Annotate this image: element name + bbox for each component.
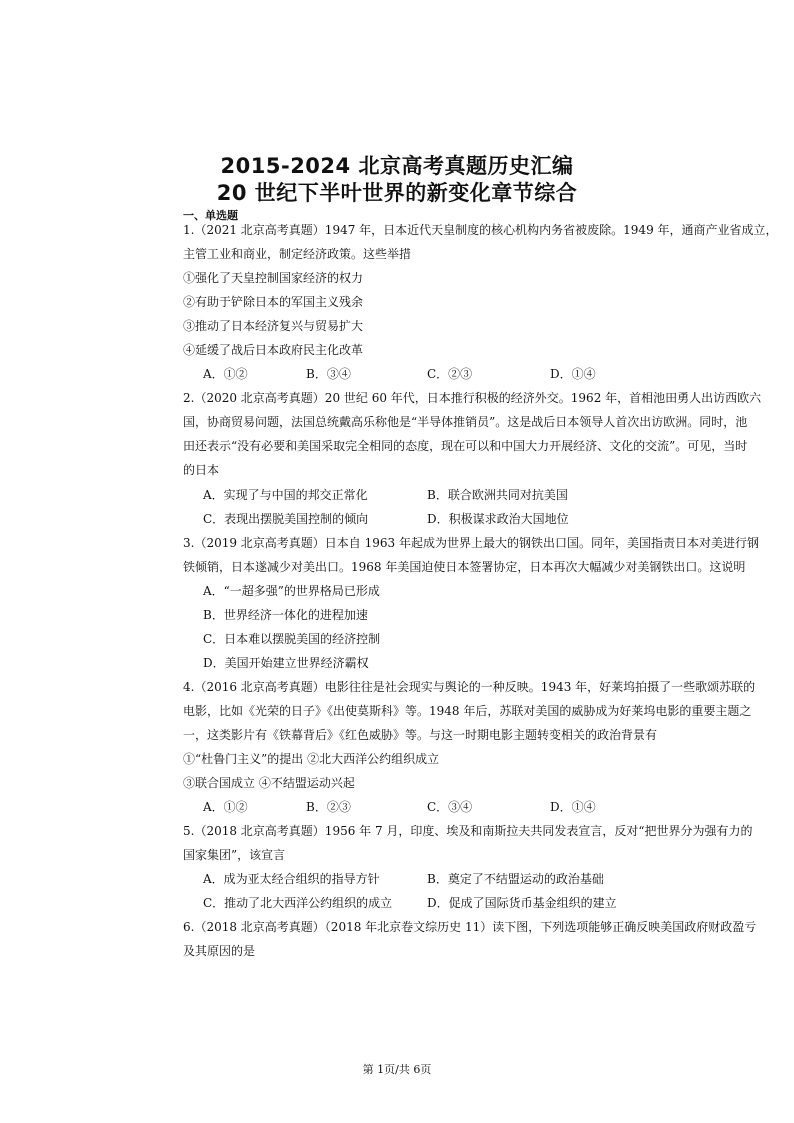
question-stem: 4.（2016 北京高考真题）电影往往是社会现实与舆论的一种反映。1943 年，好莱坞拍摄了一些歌颂苏联的	[183, 680, 756, 694]
option-b: B．联合欧洲共同对抗美国	[427, 488, 568, 502]
option-c: C．③④	[427, 800, 473, 814]
option-a: A．①②	[203, 800, 248, 814]
question-stem: 3.（2019 北京高考真题）日本自 1963 年起成为世界上最大的钢铁出口国。同年，美国指责日本对美进行钢	[183, 536, 759, 550]
question-stem: 国，协商贸易问题，法国总统戴高乐称他是“半导体推销员”。这是战后日本领导人首次出访欧洲。同时，池	[183, 415, 748, 429]
statement: ②有助于铲除日本的军国主义残余	[183, 295, 364, 309]
question-stem: 一，这类影片有《铁幕背后》《红色威胁》等。与这一时期电影主题转变相关的政治背景有	[183, 728, 658, 742]
option-a: A．实现了与中国的邦交正常化	[203, 488, 368, 502]
option-b: B．②③	[306, 800, 351, 814]
option-d: D．美国开始建立世界经济霸权	[203, 656, 369, 670]
option-b: B．世界经济一体化的进程加速	[203, 608, 368, 622]
question-stem: 2.（2020 北京高考真题）20 世纪 60 年代，日本推行积极的经济外交。1962 年，首相池田勇人出访西欧六	[183, 391, 762, 405]
question-stem: 6.（2018 北京高考真题）（2018 年北京卷文综历史 11）读下图，下列选项能够正确反映美国政府财政盈亏	[183, 920, 757, 934]
option-c: C．②③	[427, 367, 473, 381]
option-a: A．成为亚太经合组织的指导方针	[203, 872, 380, 886]
question-stem: 铁倾销，日本遂减少对美出口。1968 年美国迫使日本签署协定，日本再次大幅减少对美钢铁出口。这说明	[183, 560, 746, 574]
question-stem: 及其原因的是	[183, 944, 256, 958]
option-c: C．表现出摆脱美国控制的倾向	[203, 512, 369, 526]
statement: ③推动了日本经济复兴与贸易扩大	[183, 319, 364, 333]
option-d: D．①④	[550, 800, 596, 814]
option-d: D．①④	[550, 367, 596, 381]
option-d: D．促成了国际货币基金组织的建立	[427, 896, 617, 910]
question-stem: 1.（2021 北京高考真题）1947 年，日本近代天皇制度的核心机构内务省被废除。1949 年，通商产业省成立，	[183, 223, 778, 237]
document-title: 2015-2024 北京高考真题历史汇编	[220, 154, 574, 178]
question-stem: 5.（2018 北京高考真题）1956 年 7 月，印度、埃及和南斯拉夫共同发表宣言，反对“把世界分为强有力的	[183, 824, 753, 838]
option-a: A．①②	[203, 367, 248, 381]
question-stem: 电影，比如《光荣的日子》《出使莫斯科》等。1948 年后，苏联对美国的威胁成为好莱坞电影的重要主题之	[183, 704, 752, 718]
option-c: C．日本难以摆脱美国的经济控制	[203, 632, 381, 646]
document-subtitle: 20 世纪下半叶世界的新变化章节综合	[216, 181, 578, 205]
question-stem: 的日本	[183, 463, 220, 477]
option-a: A．“一超多强”的世界格局已形成	[203, 584, 380, 598]
question-stem: 田还表示“没有必要和美国采取完全相同的态度，现在可以和中国大力开展经济、文化的交流”。可见，当时	[183, 439, 748, 453]
statement: ①“杜鲁门主义”的提出 ②北大西洋公约组织成立	[183, 752, 440, 766]
question-stem: 主管工业和商业，制定经济政策。这些举措	[183, 247, 412, 261]
question-stem: 国家集团”，该宣言	[183, 848, 286, 862]
option-c: C．推动了北大西洋公约组织的成立	[203, 896, 393, 910]
statement: ③联合国成立 ④不结盟运动兴起	[183, 776, 355, 790]
option-d: D．积极谋求政治大国地位	[427, 512, 569, 526]
option-b: B．奠定了不结盟运动的政治基础	[427, 872, 604, 886]
section-heading: 一、单选题	[183, 209, 238, 222]
statement: ④延缓了战后日本政府民主化改革	[183, 343, 364, 357]
page-number: 第 1页/共 6页	[362, 1063, 432, 1076]
option-b: B．③④	[306, 367, 351, 381]
statement: ①强化了天皇控制国家经济的权力	[183, 271, 364, 285]
